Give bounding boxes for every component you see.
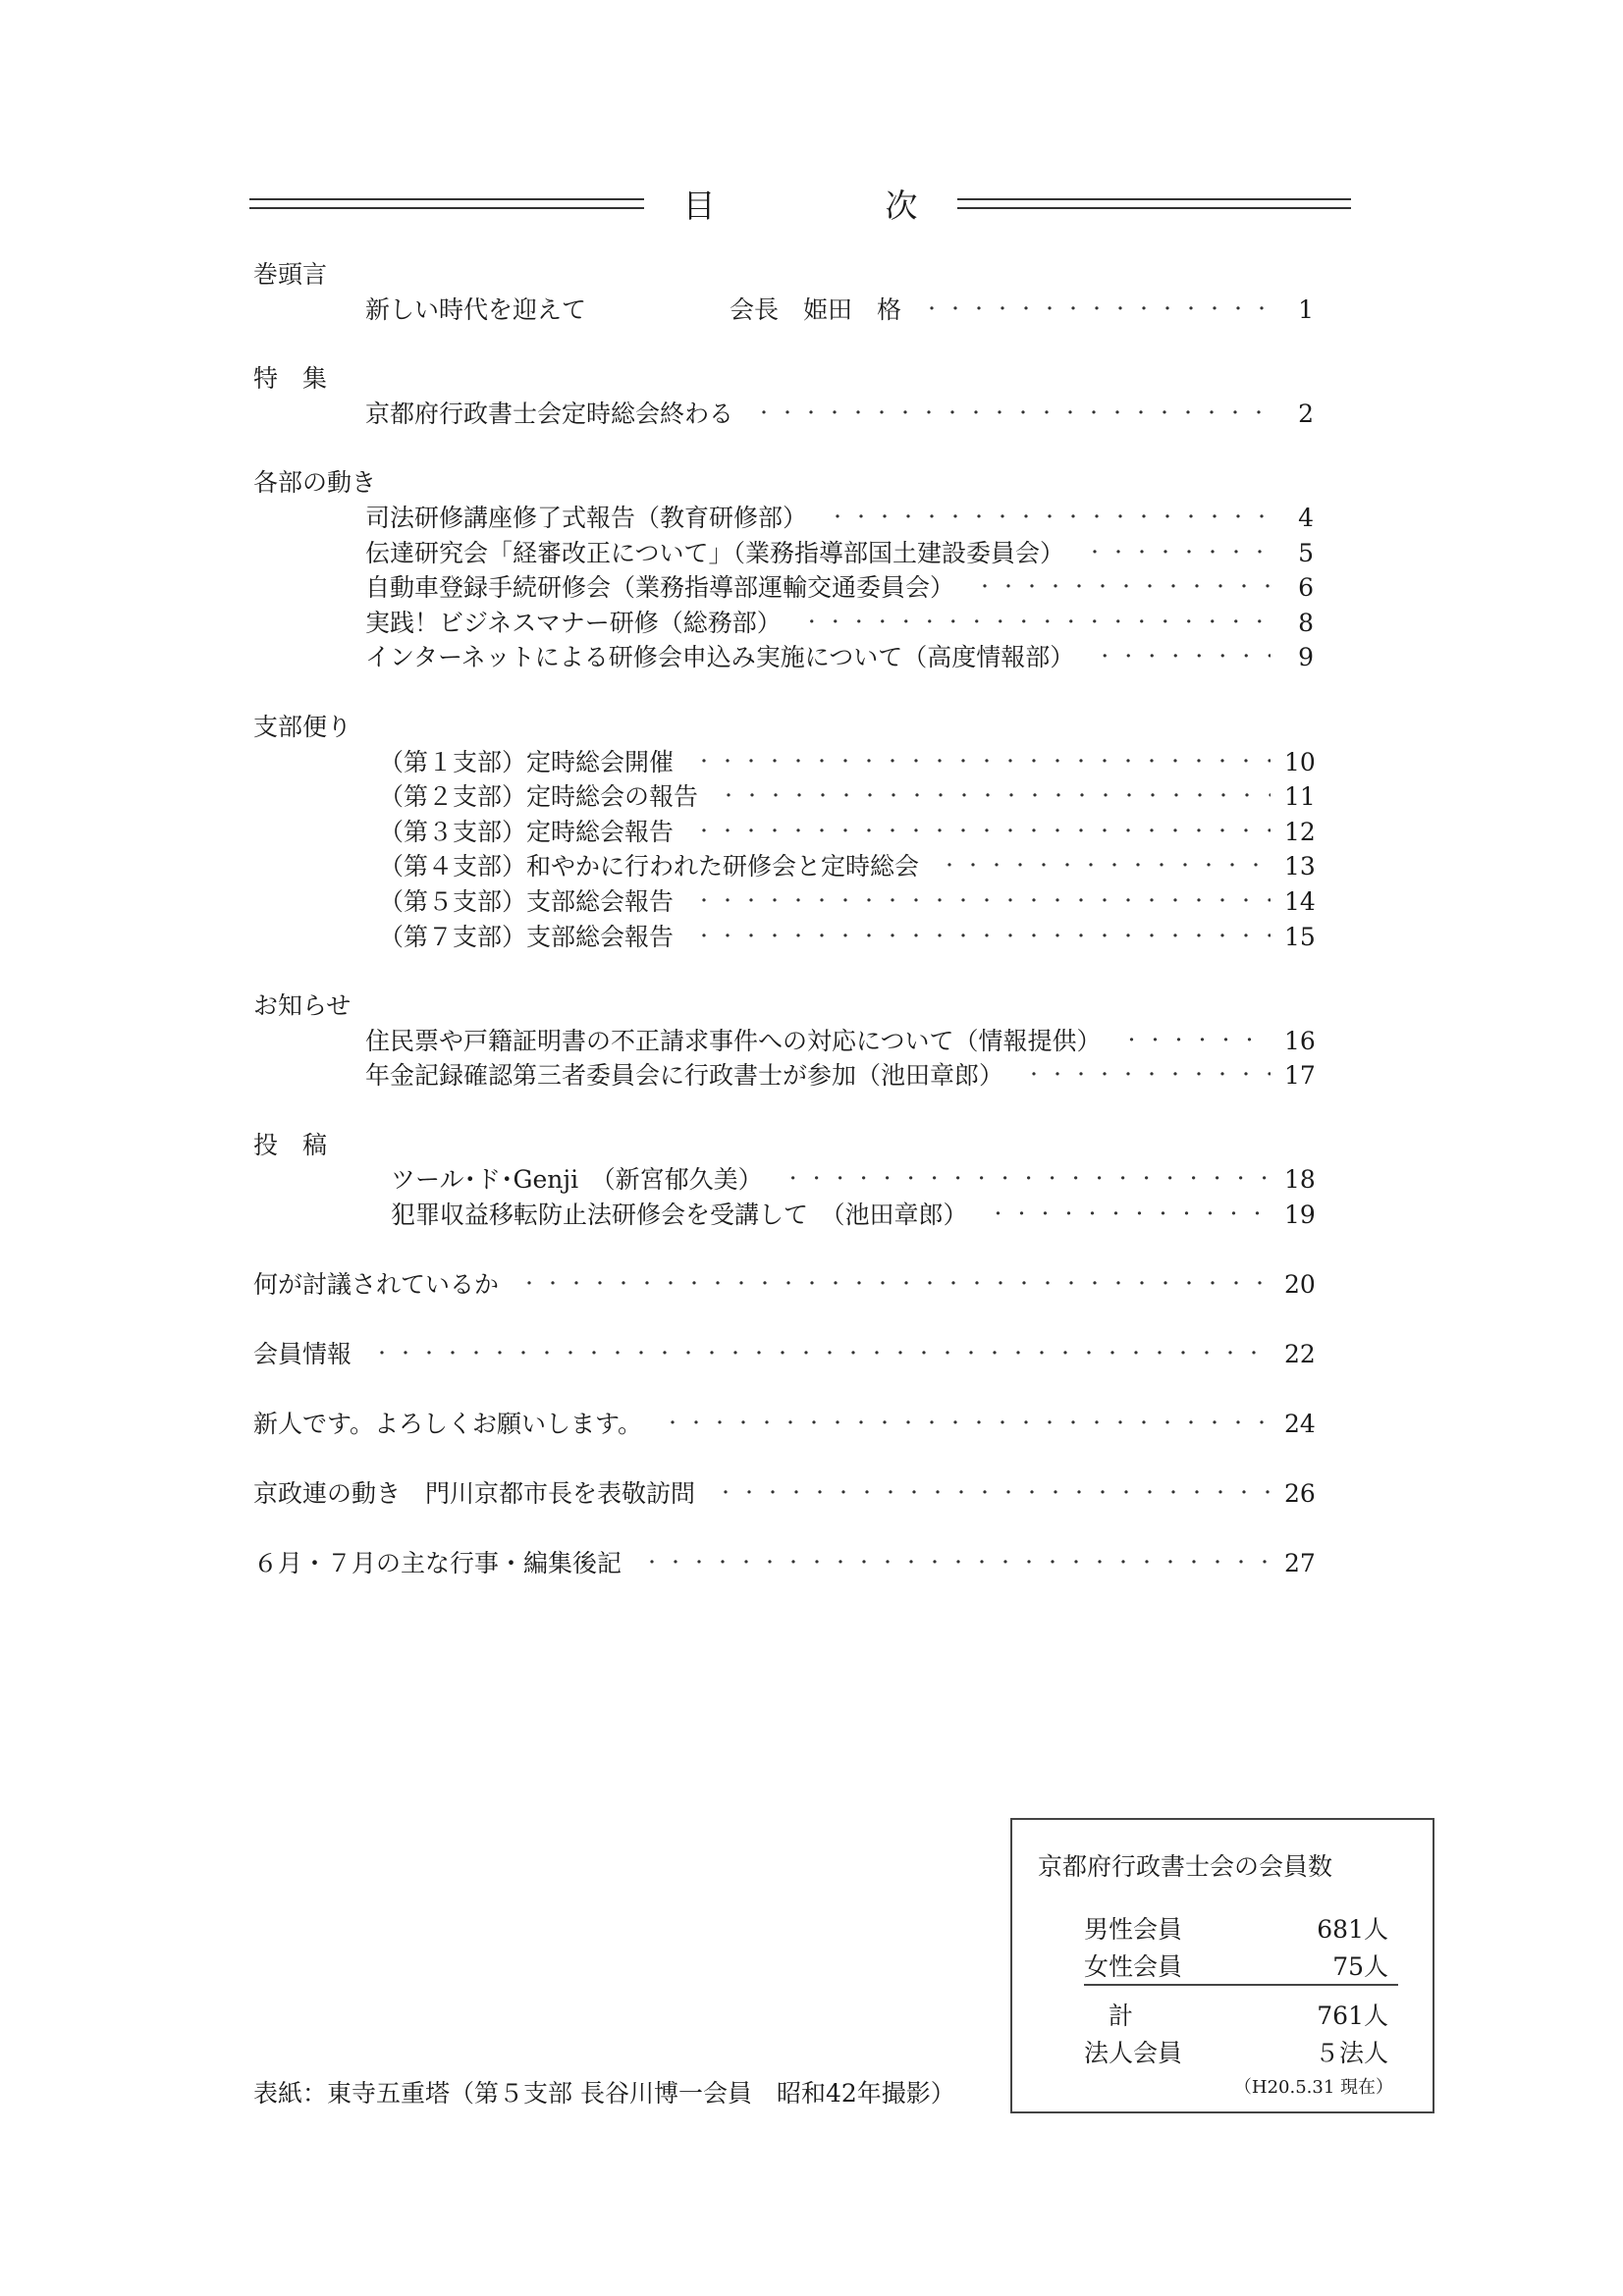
entry-title: 犯罪収益移転防止法研修会を受講して （池田章郎） <box>391 1201 968 1230</box>
entry-title: （第７支部）支部総会報告 <box>379 922 675 951</box>
entry-title: ツール･ド･Genji （新宮郁久美） <box>391 1165 763 1195</box>
page-number: 11 <box>1284 782 1316 812</box>
count-value: 681人 <box>1317 1915 1388 1944</box>
section-heading: 支部便り <box>253 712 352 741</box>
page-number: 6 <box>1298 573 1314 603</box>
toc-entry[interactable] <box>253 849 1314 884</box>
toc-entry[interactable] <box>253 536 1314 571</box>
toc-entry[interactable] <box>253 606 1314 641</box>
section-shibu <box>253 710 1314 954</box>
member-count-row <box>1109 1997 1388 2032</box>
leader-dots <box>1096 640 1271 675</box>
entry-title: 新人です。よろしくお願いします。 <box>253 1409 643 1438</box>
leader-dots <box>695 884 1271 920</box>
member-count-row <box>1084 2034 1388 2069</box>
page-number: 14 <box>1284 886 1316 916</box>
count-label: 女性会員 <box>1084 1952 1183 1981</box>
section-heading: お知らせ <box>253 991 352 1021</box>
entry-title: （第１支部）定時総会開催 <box>379 747 675 776</box>
as-of-date: （H20.5.31 現在） <box>1233 2077 1393 2098</box>
entry-title: 会員情報 <box>253 1339 352 1368</box>
toc-entry[interactable] <box>253 1024 1314 1059</box>
page-number: 20 <box>1284 1269 1316 1299</box>
page-number: 17 <box>1284 1061 1316 1091</box>
page-title: 目 次 <box>682 186 987 225</box>
entry-title: 伝達研究会「経審改正について」（業務指導部国土建設委員会） <box>365 538 1065 567</box>
toc-entry[interactable] <box>253 640 1314 675</box>
entry-title: 年金記録確認第三者委員会に行政書士が参加（池田章郎） <box>365 1061 1004 1091</box>
toc-entry[interactable] <box>253 920 1314 955</box>
toc-entry[interactable] <box>253 293 1314 328</box>
leader-dots <box>1086 536 1271 571</box>
toc-entry[interactable] <box>253 1162 1314 1198</box>
section-heading: 巻頭言 <box>253 260 328 289</box>
entry-title: 住民票や戸籍証明書の不正請求事件への対応について（情報提供） <box>365 1026 1102 1055</box>
leader-dots <box>976 570 1271 606</box>
toc-entry[interactable] <box>253 1407 1314 1442</box>
toc-entry[interactable] <box>253 570 1314 606</box>
page-number: 1 <box>1298 294 1314 324</box>
member-count-box <box>1010 1818 1434 2113</box>
section-oshirase <box>253 988 1314 1094</box>
toc-single-entry <box>253 1407 1314 1442</box>
entry-title: 司法研修講座修了式報告（教育研修部） <box>365 503 808 532</box>
page-number: 9 <box>1298 643 1314 672</box>
page-number: 4 <box>1298 503 1314 532</box>
toc-entry[interactable] <box>253 745 1314 780</box>
count-value: 761人 <box>1317 2002 1388 2030</box>
toc-single-entry <box>253 1267 1314 1303</box>
section-tokushu <box>253 361 1314 431</box>
toc-entry[interactable] <box>253 501 1314 536</box>
leader-dots <box>803 606 1271 641</box>
entry-title: 自動車登録手続研修会（業務指導部運輸交通委員会） <box>365 573 955 603</box>
page-number: 22 <box>1284 1339 1316 1368</box>
entry-author: 会長 姫田 格 <box>730 294 902 324</box>
entry-title: （第４支部）和やかに行われた研修会と定時総会 <box>379 852 920 881</box>
entry-title: （第３支部）定時総会報告 <box>379 817 675 846</box>
page-number: 13 <box>1284 852 1316 881</box>
page-number: 19 <box>1284 1201 1316 1230</box>
toc-entry[interactable] <box>253 1546 1314 1581</box>
entry-title: 何が討議されているか <box>253 1269 500 1299</box>
toc-entry[interactable] <box>253 1337 1314 1372</box>
entry-title: 京都府行政書士会定時総会終わる <box>365 399 734 428</box>
entry-title: ６月・７月の主な行事・編集後記 <box>253 1549 622 1578</box>
leader-dots <box>923 293 1271 328</box>
leader-dots <box>373 1337 1271 1372</box>
leader-dots <box>664 1407 1271 1442</box>
page-number: 5 <box>1298 538 1314 567</box>
toc-single-entry <box>253 1476 1314 1512</box>
leader-dots <box>717 1476 1271 1512</box>
page-number: 10 <box>1284 747 1316 776</box>
section-kantogen <box>253 257 1314 327</box>
count-label: 法人会員 <box>1084 2039 1183 2067</box>
toc-entry[interactable] <box>253 884 1314 920</box>
title-rule-left <box>249 198 644 209</box>
toc-entry[interactable] <box>253 1267 1314 1303</box>
leader-dots <box>755 397 1271 432</box>
toc-entry[interactable] <box>253 779 1314 815</box>
leader-dots <box>1025 1058 1271 1094</box>
page-number: 27 <box>1284 1549 1316 1578</box>
leader-dots <box>941 849 1271 884</box>
member-count-row <box>1084 1910 1388 1946</box>
leader-dots <box>1123 1024 1271 1059</box>
count-value: 75人 <box>1332 1952 1388 1981</box>
page-number: 24 <box>1284 1409 1316 1438</box>
section-toko <box>253 1128 1314 1233</box>
toc-title-bar <box>249 179 1351 228</box>
member-count-title: 京都府行政書士会の会員数 <box>1038 1852 1333 1881</box>
entry-title: 京政連の動き 門川京都市長を表敬訪問 <box>253 1478 696 1508</box>
table-of-contents <box>253 257 1314 1616</box>
leader-dots <box>829 501 1271 536</box>
toc-entry[interactable] <box>253 1476 1314 1512</box>
leader-dots <box>695 815 1271 850</box>
leader-dots <box>990 1198 1271 1233</box>
section-heading: 投 稿 <box>253 1130 328 1159</box>
section-kakubu <box>253 465 1314 675</box>
entry-title: 実践！ビジネスマナー研修（総務部） <box>365 608 782 637</box>
count-value: ５法人 <box>1314 2039 1388 2067</box>
toc-entry[interactable] <box>253 1198 1314 1233</box>
entry-title: （第２支部）定時総会の報告 <box>379 782 699 812</box>
toc-single-entry <box>253 1546 1314 1581</box>
page-number: 18 <box>1284 1165 1316 1195</box>
toc-entry[interactable] <box>253 397 1314 432</box>
page-number: 15 <box>1284 922 1316 951</box>
page-number: 2 <box>1298 399 1314 428</box>
page-number: 8 <box>1298 608 1314 637</box>
section-heading: 各部の動き <box>253 468 377 498</box>
cover-caption: 表紙：東寺五重塔（第５支部 長谷川博一会員 昭和42年撮影） <box>253 2079 955 2108</box>
toc-entry[interactable] <box>253 815 1314 850</box>
count-divider <box>1084 1984 1398 1986</box>
toc-entry[interactable] <box>253 1058 1314 1094</box>
entry-title: インターネットによる研修会申込み実施について（高度情報部） <box>365 643 1075 672</box>
leader-dots <box>643 1546 1271 1581</box>
entry-title: 新しい時代を迎えて <box>365 294 587 324</box>
leader-dots <box>520 1267 1271 1303</box>
member-count-row <box>1084 1948 1388 1983</box>
page-number: 12 <box>1284 817 1316 846</box>
leader-dots <box>720 779 1271 815</box>
leader-dots <box>784 1162 1271 1198</box>
toc-single-entry <box>253 1337 1314 1372</box>
leader-dots <box>695 920 1271 955</box>
leader-dots <box>695 745 1271 780</box>
title-rule-right <box>957 198 1352 209</box>
entry-title: （第５支部）支部総会報告 <box>379 886 675 916</box>
section-heading: 特 集 <box>253 364 328 394</box>
page-number: 26 <box>1284 1478 1316 1508</box>
count-label: 計 <box>1109 2002 1134 2030</box>
count-label: 男性会員 <box>1084 1915 1183 1944</box>
page-number: 16 <box>1284 1026 1316 1055</box>
